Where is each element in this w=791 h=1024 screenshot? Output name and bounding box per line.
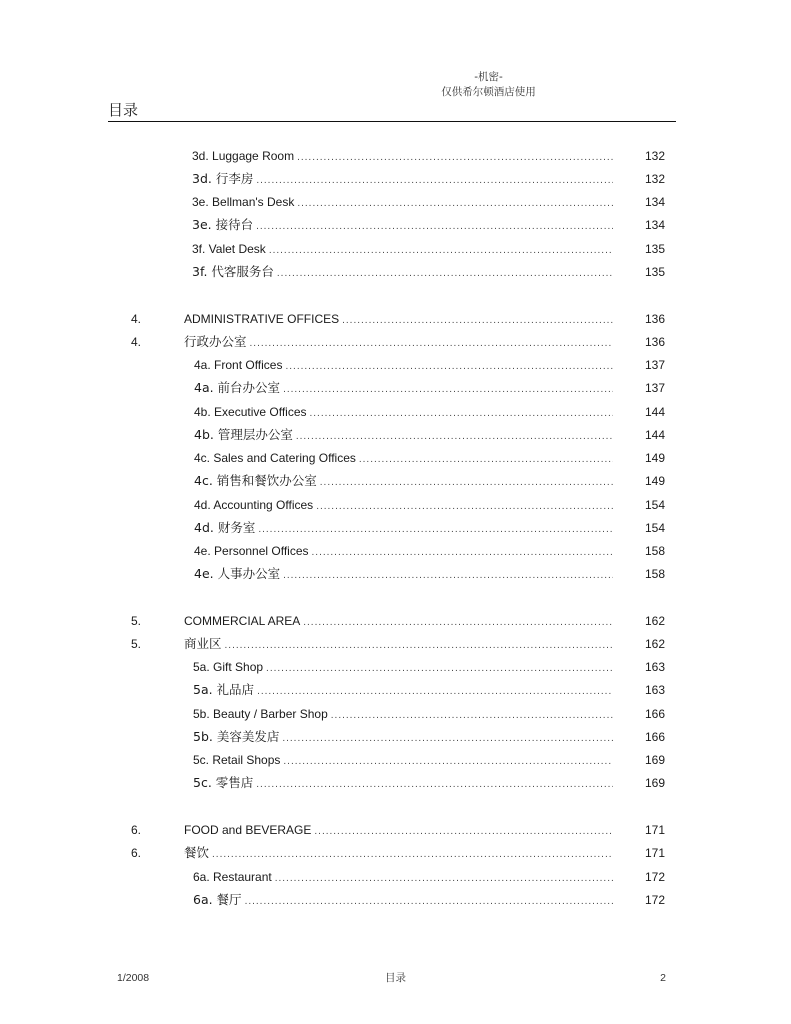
toc-entry-label: 5b. 美容美发店: [193, 729, 280, 744]
toc-leader-dots: [258, 521, 613, 539]
toc-leader-dots: [212, 846, 613, 864]
toc-entry-label: 6a. 餐厅: [193, 892, 242, 907]
toc-entry: [0, 147, 791, 165]
toc-page-number: 144: [644, 428, 665, 442]
toc-page-number: 169: [644, 776, 665, 790]
toc-entry: [0, 449, 791, 467]
toc-entry-label: 4b. Executive Offices: [194, 405, 307, 419]
toc-section-number: 6.: [131, 846, 142, 860]
toc-entry: [0, 310, 791, 328]
toc-page-number: 136: [644, 312, 665, 326]
toc-entry: [0, 658, 791, 676]
toc-entry-label: 3e. Bellman's Desk: [192, 195, 295, 209]
page-title: 目录: [108, 101, 139, 119]
toc-leader-dots: [316, 498, 613, 516]
toc-page-number: 134: [644, 218, 665, 232]
toc-page-number: 158: [644, 567, 665, 581]
toc-entry: [0, 844, 791, 862]
toc-section-number: 5.: [131, 614, 142, 628]
toc-page-number: 171: [644, 846, 665, 860]
toc-entry-label: 4a. Front Offices: [194, 358, 283, 372]
toc-entry: [0, 356, 791, 374]
toc-entry-label: 3e. 接待台: [192, 217, 254, 232]
toc-page-number: 135: [644, 242, 665, 256]
toc-entry: [0, 681, 791, 699]
toc-page-number: 144: [644, 405, 665, 419]
toc-entry-label: 4e. Personnel Offices: [194, 544, 309, 558]
toc-page-number: 162: [644, 614, 665, 628]
header-divider: [108, 121, 676, 122]
toc-entry: [0, 565, 791, 583]
toc-leader-dots: [331, 707, 613, 725]
toc-entry-label: 5b. Beauty / Barber Shop: [193, 707, 328, 721]
toc-entry-label: 行政办公室: [184, 334, 247, 349]
toc-page-number: 172: [644, 893, 665, 907]
toc-entry: [0, 216, 791, 234]
toc-page-number: 154: [644, 498, 665, 512]
toc-entry: [0, 891, 791, 909]
toc-section-number: 4.: [131, 312, 142, 326]
footer-page-number: 2: [660, 972, 666, 984]
toc-page-number: 163: [644, 683, 665, 697]
toc-entry-label: 4d. 财务室: [194, 520, 256, 535]
toc-entry: [0, 821, 791, 839]
toc-page-number: 149: [644, 451, 665, 465]
toc-page-number: 132: [644, 149, 665, 163]
toc-entry-label: 3d. Luggage Room: [192, 149, 295, 163]
toc-entry-label: 5c. 零售店: [193, 775, 254, 790]
toc-leader-dots: [285, 358, 613, 376]
toc-leader-dots: [283, 567, 613, 585]
toc-entry: [0, 193, 791, 211]
toc-entry-label: 4b. 管理层办公室: [194, 427, 293, 442]
toc-page-number: 166: [644, 730, 665, 744]
toc-leader-dots: [225, 637, 613, 655]
toc-page-number: 162: [644, 637, 665, 651]
toc-page-number: 172: [644, 870, 665, 884]
toc-entry-label: 5c. Retail Shops: [193, 753, 281, 767]
toc-leader-dots: [266, 660, 613, 678]
toc-leader-dots: [283, 381, 613, 399]
toc-entry: [0, 728, 791, 746]
toc-section-number: 4.: [131, 335, 142, 349]
toc-entry: [0, 240, 791, 258]
toc-entry: [0, 635, 791, 653]
toc-entry-label: 3f. Valet Desk: [192, 242, 266, 256]
toc-leader-dots: [303, 614, 613, 632]
toc-leader-dots: [297, 195, 613, 213]
toc-entry: [0, 612, 791, 630]
toc-page-number: 132: [644, 172, 665, 186]
toc-page-number: 169: [644, 753, 665, 767]
toc-leader-dots: [250, 335, 613, 353]
toc-entry: [0, 519, 791, 537]
toc-leader-dots: [275, 870, 613, 888]
toc-page-number: 135: [644, 265, 665, 279]
toc-entry: [0, 705, 791, 723]
toc-entry: [0, 170, 791, 188]
toc-entry: [0, 868, 791, 886]
toc-entry: [0, 542, 791, 560]
toc-entry-label: 3f. 代客服务台: [192, 264, 274, 279]
toc-entry: [0, 333, 791, 351]
toc-page-number: 163: [644, 660, 665, 674]
toc-entry-label: COMMERCIAL AREA: [184, 614, 301, 628]
toc-entry: [0, 496, 791, 514]
toc-entry: [0, 263, 791, 281]
toc-leader-dots: [297, 149, 613, 167]
toc-entry-label: 5a. 礼品店: [193, 682, 255, 697]
toc-entry: [0, 774, 791, 792]
hilton-only-label: 仅供希尔顿酒店使用: [441, 86, 536, 98]
footer-title: 目录: [385, 972, 406, 984]
toc-leader-dots: [245, 893, 613, 911]
toc-leader-dots: [282, 730, 613, 748]
toc-page-number: 154: [644, 521, 665, 535]
toc-leader-dots: [256, 172, 613, 190]
toc-page-number: 137: [644, 358, 665, 372]
toc-entry: [0, 472, 791, 490]
toc-entry-label: 4e. 人事办公室: [194, 566, 281, 581]
toc-section-number: 5.: [131, 637, 142, 651]
footer-date: 1/2008: [117, 972, 150, 984]
toc-leader-dots: [359, 451, 613, 469]
toc-entry-label: 5a. Gift Shop: [193, 660, 264, 674]
toc-entry-label: 餐饮: [184, 845, 210, 860]
toc-entry-label: 4c. Sales and Catering Offices: [194, 451, 356, 465]
toc-leader-dots: [312, 544, 613, 562]
toc-leader-dots: [256, 776, 613, 794]
toc-section-number: 6.: [131, 823, 142, 837]
toc-entry-label: 4d. Accounting Offices: [194, 498, 314, 512]
toc-page-number: 149: [644, 474, 665, 488]
confidential-label: -机密-: [474, 71, 503, 83]
toc-page-number: 166: [644, 707, 665, 721]
toc-page-number: 158: [644, 544, 665, 558]
toc-page-number: 136: [644, 335, 665, 349]
toc-leader-dots: [269, 242, 613, 260]
toc-entry-label: 6a. Restaurant: [193, 870, 272, 884]
toc-entry: [0, 403, 791, 421]
toc-page-number: 134: [644, 195, 665, 209]
toc-leader-dots: [296, 428, 613, 446]
toc-leader-dots: [342, 312, 613, 330]
toc-entry: [0, 379, 791, 397]
toc-entry-label: ADMINISTRATIVE OFFICES: [184, 312, 340, 326]
toc-entry-label: 4c. 销售和餐饮办公室: [194, 473, 317, 488]
toc-entry-label: FOOD and BEVERAGE: [184, 823, 312, 837]
toc-entry-label: 商业区: [184, 636, 222, 651]
toc-leader-dots: [283, 753, 613, 771]
toc-leader-dots: [256, 218, 613, 236]
toc-leader-dots: [314, 823, 613, 841]
toc-page-number: 171: [644, 823, 665, 837]
toc-entry: [0, 751, 791, 769]
toc-leader-dots: [320, 474, 613, 492]
toc-leader-dots: [277, 265, 613, 283]
toc-entry-label: 3d. 行李房: [192, 171, 254, 186]
toc-page-number: 137: [644, 381, 665, 395]
toc-entry-label: 4a. 前台办公室: [194, 380, 281, 395]
toc-entry: [0, 426, 791, 444]
toc-leader-dots: [257, 683, 613, 701]
toc-leader-dots: [310, 405, 614, 423]
